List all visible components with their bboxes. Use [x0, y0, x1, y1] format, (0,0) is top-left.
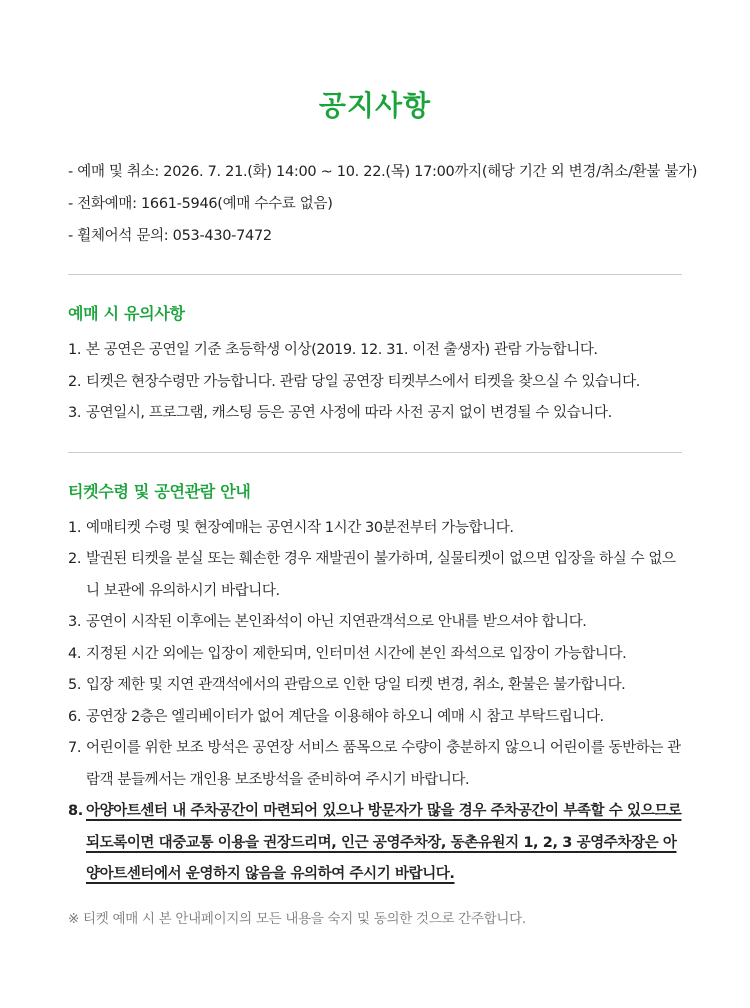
booking-period-info: - 예매 및 취소: 2026. 7. 21.(화) 14:00 ~ 10. 22.(목) 17:00까지(해당 기간 외 변경/취소/환불 불가)	[68, 164, 698, 180]
list-item-number: 1.	[68, 519, 82, 536]
list-item-number: 3.	[68, 405, 82, 421]
list-item	[68, 513, 682, 545]
list-item-number: 2.	[68, 551, 82, 567]
page-title: 공지사항	[318, 89, 432, 122]
booking-info-list	[68, 156, 698, 252]
list-item-text: 발권된 티켓을 분실 또는 훼손한 경우 재발권이 불가하며, 실물티켓이 없으면 입장을 하실 수 없으니 보관에 유의하시기 바랍니다.	[86, 551, 676, 599]
list-item-number: 3.	[68, 614, 82, 630]
phone-booking-info: - 전화예매: 1661-5946(예매 수수료 없음)	[68, 196, 333, 212]
parking-notice-text: 아양아트센터 내 주차공간이 마련되어 있으나 방문자가 많을 경우 주차공간이 부족할 수 있으므로 되도록이면 대중교통 이용을 권장드리며, 인근 공영주차장, 동촌유원지 1, 2, 3 공영주차장은 아양아트센터에서 운영하지 않음을 유의하여 주시기 바랍니다.	[86, 803, 682, 882]
list-item	[68, 335, 682, 367]
list-item	[68, 733, 682, 796]
booking-notes-list	[68, 335, 682, 430]
section-divider	[68, 452, 682, 453]
list-item	[68, 544, 682, 607]
list-item-text: 공연일시, 프로그램, 캐스팅 등은 공연 사정에 따라 사전 공지 없이 변경될 수 있습니다.	[86, 405, 612, 421]
list-item-text: 공연이 시작된 이후에는 본인좌석이 아닌 지연관객석으로 안내를 받으셔야 합니다.	[86, 614, 587, 630]
list-item	[68, 670, 682, 702]
list-item	[68, 398, 682, 430]
list-item	[68, 702, 682, 734]
list-item	[68, 607, 682, 639]
list-item	[68, 367, 682, 399]
list-item-text: 어린이를 위한 보조 방석은 공연장 서비스 품목으로 수량이 충분하지 않으니 어린이를 동반하는 관람객 분들께서는 개인용 보조방석을 준비하여 주시기 바랍니다.	[86, 740, 681, 788]
list-item-text: 예매티켓 수령 및 현장예매는 공연시작 1시간 30분전부터 가능합니다.	[86, 519, 514, 536]
list-item-text: 지정된 시간 외에는 입장이 제한되며, 인터미션 시간에 본인 좌석으로 입장이 가능합니다.	[86, 645, 627, 662]
ticket-guide-list	[68, 513, 682, 891]
parking-notice-item	[68, 796, 682, 891]
list-item-number: 5.	[68, 677, 82, 693]
section-divider	[68, 274, 682, 275]
ticket-guide-heading: 티켓수령 및 공연관람 안내	[68, 481, 251, 501]
list-item-text: 공연장 2층은 엘리베이터가 없어 계단을 이용해야 하오니 예매 시 참고 부탁드립니다.	[86, 708, 604, 725]
wheelchair-inquiry-info: - 휠체어석 문의: 053-430-7472	[68, 228, 272, 244]
list-item-number: 2.	[68, 373, 82, 390]
booking-notes-heading: 예매 시 유의사항	[68, 304, 185, 323]
list-item-number: 1.	[68, 342, 82, 358]
list-item	[68, 639, 682, 671]
list-item-number: 8.	[68, 803, 83, 819]
agreement-footnote: ※ 티켓 예매 시 본 안내페이지의 모든 내용을 숙지 및 동의한 것으로 간주합니다.	[68, 910, 526, 927]
list-item-number: 7.	[68, 740, 82, 756]
list-item-text: 입장 제한 및 지연 관객석에서의 관람으로 인한 당일 티켓 변경, 취소, 환불은 불가합니다.	[86, 677, 626, 693]
list-item-number: 4.	[68, 645, 82, 662]
list-item-number: 6.	[68, 708, 82, 725]
list-item-text: 티켓은 현장수령만 가능합니다. 관람 당일 공연장 티켓부스에서 티켓을 찾으실 수 있습니다.	[86, 373, 640, 390]
list-item-text: 본 공연은 공연일 기준 초등학생 이상(2019. 12. 31. 이전 출생자) 관람 가능합니다.	[86, 342, 598, 358]
